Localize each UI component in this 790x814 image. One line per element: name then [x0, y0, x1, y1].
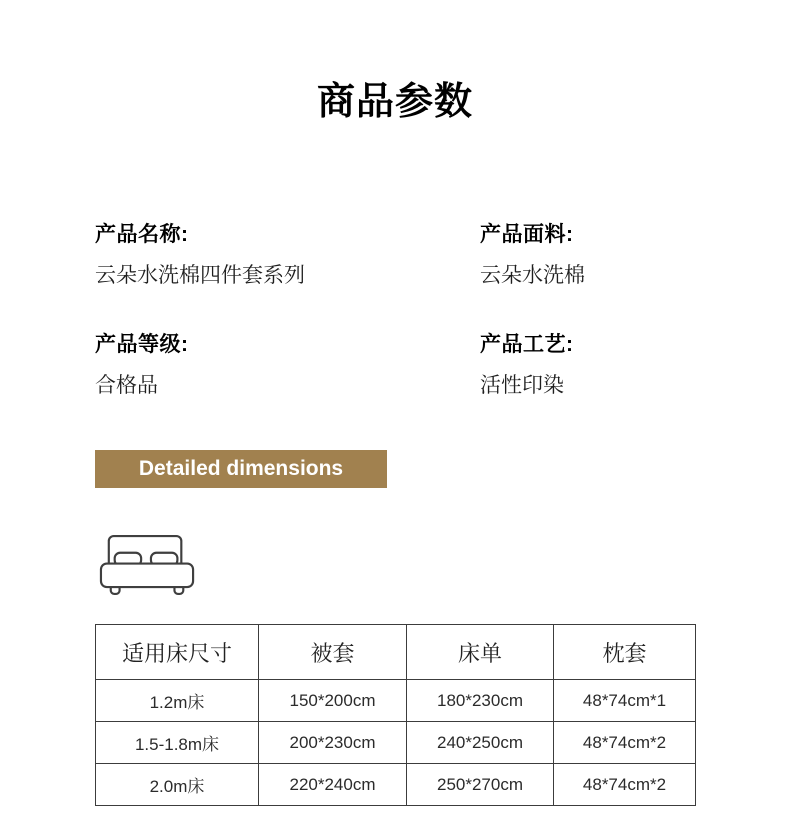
- cell-bed-size: 2.0m床: [96, 764, 259, 806]
- page-title: 商品参数: [316, 81, 473, 123]
- spec-value: 活性印染: [480, 374, 564, 397]
- detailed-dimensions-banner: Detailed dimensions: [95, 450, 387, 488]
- column-header-duvet-cover: 被套: [259, 625, 407, 680]
- spec-label: 产品名称:: [95, 223, 189, 246]
- spec-label: 产品工艺:: [480, 333, 574, 356]
- spec-product-name: [95, 218, 425, 289]
- bed-icon: [99, 533, 197, 597]
- cell-bed-size: 1.5-1.8m床: [96, 722, 259, 764]
- column-header-bed-sheet: 床单: [407, 625, 554, 680]
- column-header-pillowcase: 枕套: [554, 625, 696, 680]
- cell-bed-sheet: 240*250cm: [407, 722, 554, 764]
- cell-duvet-cover: 150*200cm: [259, 680, 407, 722]
- spec-value: 云朵水洗棉四件套系列: [95, 264, 305, 287]
- cell-bed-sheet: 180*230cm: [407, 680, 554, 722]
- cell-bed-sheet: 250*270cm: [407, 764, 554, 806]
- spec-product-craft: [480, 328, 790, 399]
- spec-value: 合格品: [95, 374, 158, 397]
- table-row: [96, 680, 696, 722]
- cell-duvet-cover: 220*240cm: [259, 764, 407, 806]
- spec-product-grade: [95, 328, 425, 399]
- spec-product-fabric: [480, 218, 790, 289]
- cell-pillowcase: 48*74cm*1: [554, 680, 696, 722]
- table-row: [96, 764, 696, 806]
- cell-pillowcase: 48*74cm*2: [554, 764, 696, 806]
- table-row: [96, 722, 696, 764]
- cell-pillowcase: 48*74cm*2: [554, 722, 696, 764]
- cell-duvet-cover: 200*230cm: [259, 722, 407, 764]
- spec-label: 产品等级:: [95, 333, 189, 356]
- spec-value: 云朵水洗棉: [480, 264, 585, 287]
- cell-bed-size: 1.2m床: [96, 680, 259, 722]
- size-dimensions-table: [95, 624, 696, 806]
- spec-label: 产品面料:: [480, 223, 574, 246]
- column-header-bed-size: 适用床尺寸: [96, 625, 259, 680]
- table-header-row: [96, 625, 696, 680]
